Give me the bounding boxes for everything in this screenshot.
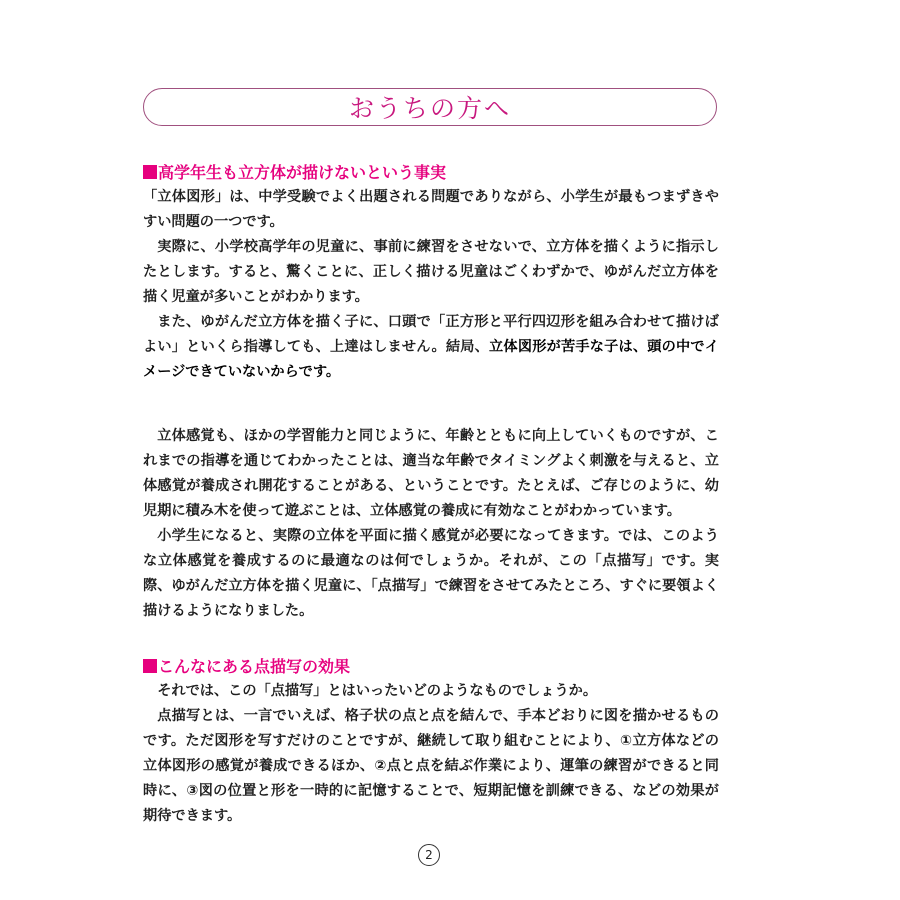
square-bullet-icon bbox=[143, 659, 157, 673]
emphasized-text: 立体図形が苦手な子は、頭の中でイメージできていないからです。 bbox=[143, 339, 719, 380]
section-header-2 bbox=[143, 654, 350, 679]
paragraph: それでは、この「点描写」とはいったいどのようなものでしょうか。 bbox=[157, 683, 598, 699]
paragraph-text: また、ゆがんだ立方体を描く子に、口頭で「正方形と平行四辺形を組み合わせて描けばよい」といくら指導しても、上達はしません。結局、 bbox=[143, 314, 719, 355]
paragraph: 立体感覚も、ほかの学習能力と同じように、年齢とともに向上していくものですが、これまでの指導を通じてわかったことは、適当な年齢でタイミングよく刺激を与えると、立体感覚が養成され開花することがある、ということです。たとえば、ご存じのように、幼児期に積み木を使って遊ぶことは、立体感覚の養成に有効なことがわかっています。 bbox=[143, 428, 719, 519]
section-2-body bbox=[143, 424, 719, 624]
section-header-1-text: 高学年生も立方体が描けないという事実 bbox=[158, 163, 447, 182]
paragraph: 点描写とは、一言でいえば、格子状の点と点を結んで、手本どおりに図を描かせるものです。ただ図形を写すだけのことですが、継続して取り組むことにより、①立方体などの立体図形の感覚が養成できるほか、②点と点を結ぶ作業により、運筆の練習ができると同時に、③図の位置と形を一時的に記憶することで、短期記憶を訓練できる、などの効果が期待できます。 bbox=[143, 708, 719, 824]
paragraph: 実際に、小学校高学年の児童に、事前に練習をさせないで、立方体を描くように指示したとします。すると、驚くことに、正しく描ける児童はごくわずかで、ゆがんだ立方体を描く児童が多いことがわかります。 bbox=[143, 239, 719, 305]
page-number: 2 bbox=[425, 848, 433, 862]
paragraph: 「立体図形」は、中学受験でよく出題される問題でありながら、小学生が最もつまずきやすい問題の一つです。 bbox=[143, 189, 719, 230]
paragraph: 小学生になると、実際の立体を平面に描く感覚が必要になってきます。では、このような立体感覚を養成するのに最適なのは何でしょうか。それが、この「点描写」です。実際、ゆがんだ立方体を描く児童に、「点描写」で練習をさせてみたところ、すぐに要領よく描けるようになりました。 bbox=[143, 528, 719, 619]
section-header-1 bbox=[143, 160, 446, 185]
section-3-body bbox=[143, 679, 719, 829]
section-header-2-text: こんなにある点描写の効果 bbox=[158, 657, 351, 676]
paragraph bbox=[143, 310, 719, 385]
section-1-body bbox=[143, 185, 719, 385]
title-banner bbox=[143, 88, 717, 126]
square-bullet-icon bbox=[143, 165, 157, 179]
page-number-badge bbox=[418, 844, 440, 866]
page-title: おうちの方へ bbox=[348, 94, 511, 123]
